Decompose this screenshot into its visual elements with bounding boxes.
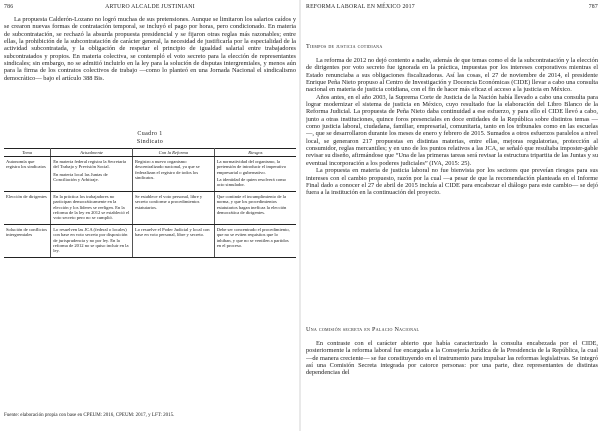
table-cell bbox=[4, 192, 51, 225]
table-row bbox=[4, 157, 296, 192]
right-page-number: 787 bbox=[588, 4, 598, 10]
paragraph: La propuesta en materia de justicia laboral no fue bienvista por los sectores que preveían riesgos para sus intereses con el cambio propuesto, razón por la cual —a pesar de que la recomendación planteada en el Informe Final dado a conocer el 27 de abril de 2015 incluía al CIDE para encabezar el diálogo para este cambio— se dejó fuera a la institución en la continuación del proyecto. bbox=[306, 167, 598, 197]
left-running-title: ARTURO ALCALDE JUSTINIANI bbox=[105, 4, 195, 10]
table-cell bbox=[132, 192, 214, 225]
table-row bbox=[4, 225, 296, 258]
table-header-row bbox=[4, 149, 296, 157]
cell-text: La identidad de quien resolverá como acto simulador. bbox=[216, 176, 286, 188]
cell-text: Elección de dirigentes bbox=[6, 194, 47, 200]
table-header: Con la Reforma bbox=[132, 149, 214, 157]
cell-text: Registro a nuevo organismo descentralizado nacional, ya que se federalizan el registro de todos los sindicatos. bbox=[134, 159, 200, 180]
table-cell bbox=[214, 192, 296, 225]
right-running-title: REFORMA LABORAL EN MÉXICO 2017 bbox=[306, 4, 415, 10]
cell-text: Solución de conflictos intergremiales bbox=[6, 227, 48, 238]
cell-text: La normatividad del organismo, la pretensión de introducir el imperativo empresarial o gubernativo. bbox=[216, 159, 287, 175]
caption-title: Sindicato bbox=[136, 138, 164, 145]
table-cell bbox=[214, 225, 296, 258]
table-cell bbox=[4, 225, 51, 258]
left-running-head bbox=[4, 4, 296, 13]
table-header: Actualmente bbox=[51, 149, 133, 157]
cell-text: Lo resuelve el Poder Judicial y local con base en voto personal, libre y secreto. bbox=[134, 227, 210, 238]
table-cell bbox=[214, 157, 296, 192]
right-body-section2 bbox=[306, 340, 598, 377]
reform-table bbox=[4, 148, 296, 258]
paragraph: La propuesta Calderón-Lozano no logró muchas de sus pretensiones. Aunque se limitaron los salarios caídos y se crearon nuevas formas de contratación temporal, se incluyó el pago por horas, pero condicionado. En materia de subcontratación, se rechazó la absurda propuesta presidencial y se fijaron otras reglas más razonables; entre ellas, la prohibición de la subcontratación de carácter general, la necesidad de justificarla por la especialidad de la actividad subcontratada, y la obligación de respetar el principio de igualdad salarial entre trabajadores subcontratados y propios. En materia colectiva, se contempló el voto secreto para la elección de representantes sindicales; sin embargo, no se admitió incluirlo en la ley para la solución de disputas intergremiales, y menos aún para la firma de los contratos colectivos de trabajo —como lo planteó en una Jornada Nacional el sindicalismo democrático— bajo el artículo 388 Bis. bbox=[4, 16, 296, 82]
caption-number: Cuadro 1 bbox=[137, 131, 163, 137]
table-header: Riesgos bbox=[214, 149, 296, 157]
cell-text: En materia federal registra la Secretaría del Trabajo y Previsión Social. bbox=[53, 159, 127, 170]
cell-text: Debe ser concentrado el procedimiento, que no se eviten requisitos que lo inhiban, y que no se ventilen a partidos en el proceso. bbox=[216, 227, 290, 248]
table-cell bbox=[4, 157, 51, 192]
table-caption bbox=[4, 131, 296, 146]
cell-text: Se establece el voto personal, libre y secreto conforme a procedimientos estatutarios. bbox=[134, 194, 203, 210]
table-cell bbox=[132, 225, 214, 258]
paragraph: En contraste con el carácter abierto que había caracterizado la consulta encabezada por el CIDE, posteriormente la reforma laboral fue encargada a la Consejería Jurídica de la Presidencia de la República, la cual —de manera creciente— se fue constituyendo en el instrumento para impulsar las reformas legislativas. Se integró así una Comisión Secreta integrada por catorce personas: por una parte, diez representantes de distintas dependencias del bbox=[306, 340, 598, 377]
left-page-number: 786 bbox=[4, 4, 14, 10]
section-heading: Una comisión secreta en Palacio Nacional bbox=[306, 327, 420, 333]
cell-text: Que continúe el incumplimiento de la norma, y que los procedimientos estatutarios hagan inefícaz la elección democrática de dirigentes. bbox=[216, 194, 287, 215]
table-header: Tema bbox=[4, 149, 51, 157]
cell-text: En la práctica los trabajadores no participan democráticamente en la elección y los líderes se reeligen. En la reforma de la ley en 2012 se estableció el voto secreto pero no se cumplió. bbox=[53, 194, 130, 221]
cell-text: En materia local las Juntas de Conciliación y Arbitraje. bbox=[53, 171, 108, 182]
right-body-section1 bbox=[306, 57, 598, 197]
paragraph: Años antes, en el año 2003, la Suprema Corte de Justicia de la Nación había llevado a cabo una consulta para lograr modernizar el sistema de justicia en México, cuyo resultado fue la elaboración del Libro Blanco de la Reforma Judicial. La propuesta de Peña Nieto daba continuidad a ese esfuerzo, y para ello el CIDE llevó a cabo, junto a otras instituciones, quince foros presenciales en doce entidades de la República sobre distintos temas —como justicia laboral, ciudadana, familiar, empresarial, comunitaria, tanto en los tribunales como en las escuelas—, que se desarrollaron durante los meses de enero y febrero de 2015. Sumados a otros esfuerzos paralelos a nivel local, se generaron 217 propuestas en distintas materias, entre ellas, mejoras regulatorias, protección al consumidor, reglas mercantiles; y en uno de los puntos relativos a las JCA, se señaló que resultaba imposter-gable revisar su diseño, afirmándose que “Una de las primeras tareas será revisar la estructura tripartita de las Juntas y su eventual incorporación a los poderes judiciales” (IVA, 2015: 25). bbox=[306, 93, 598, 167]
left-page bbox=[4, 0, 296, 431]
table-row bbox=[4, 192, 296, 225]
paragraph: La reforma de 2012 no dejó contento a nadie, además de que temas como el de la subcontratación y la elección de dirigentes por voto secreto fue ignorada en la práctica, impuestas por los intereses corporativos mientras el Estado renunciaba a sus obligaciones fiscalizadoras. Así las cosas, el 27 de noviembre de 2014, el presidente Enrique Peña Nieto propuso al Centro de Investigación y Docencia Económicas (CIDE) llevar a cabo una consulta nacional en materia de justicia cotidiana, con el fin de hacer más eficaz el acceso a la justicia en México. bbox=[306, 57, 598, 94]
table-cell bbox=[132, 157, 214, 192]
table-cell bbox=[51, 192, 133, 225]
table-cell bbox=[51, 157, 133, 192]
table-source-note: Fuente: elaboración propia con base en CPEUM: 2016, CPEUM: 2017, y LFT: 2015. bbox=[4, 413, 175, 418]
page-gutter bbox=[299, 0, 301, 431]
right-page bbox=[306, 0, 598, 431]
section-heading: Tiempos de justicia cotidiana bbox=[306, 44, 383, 50]
cell-text: Autonomía que registra los sindicatos bbox=[6, 159, 46, 170]
left-body bbox=[4, 16, 296, 82]
table-cell bbox=[51, 225, 133, 258]
cell-text: Lo resuelven las JCA (federal o locales) con base en voto secreto por disposición de jurisprudencia y no por ley. En la reforma de 2012 no se quiso incluir en la ley. bbox=[53, 227, 129, 254]
right-running-head bbox=[306, 4, 598, 13]
